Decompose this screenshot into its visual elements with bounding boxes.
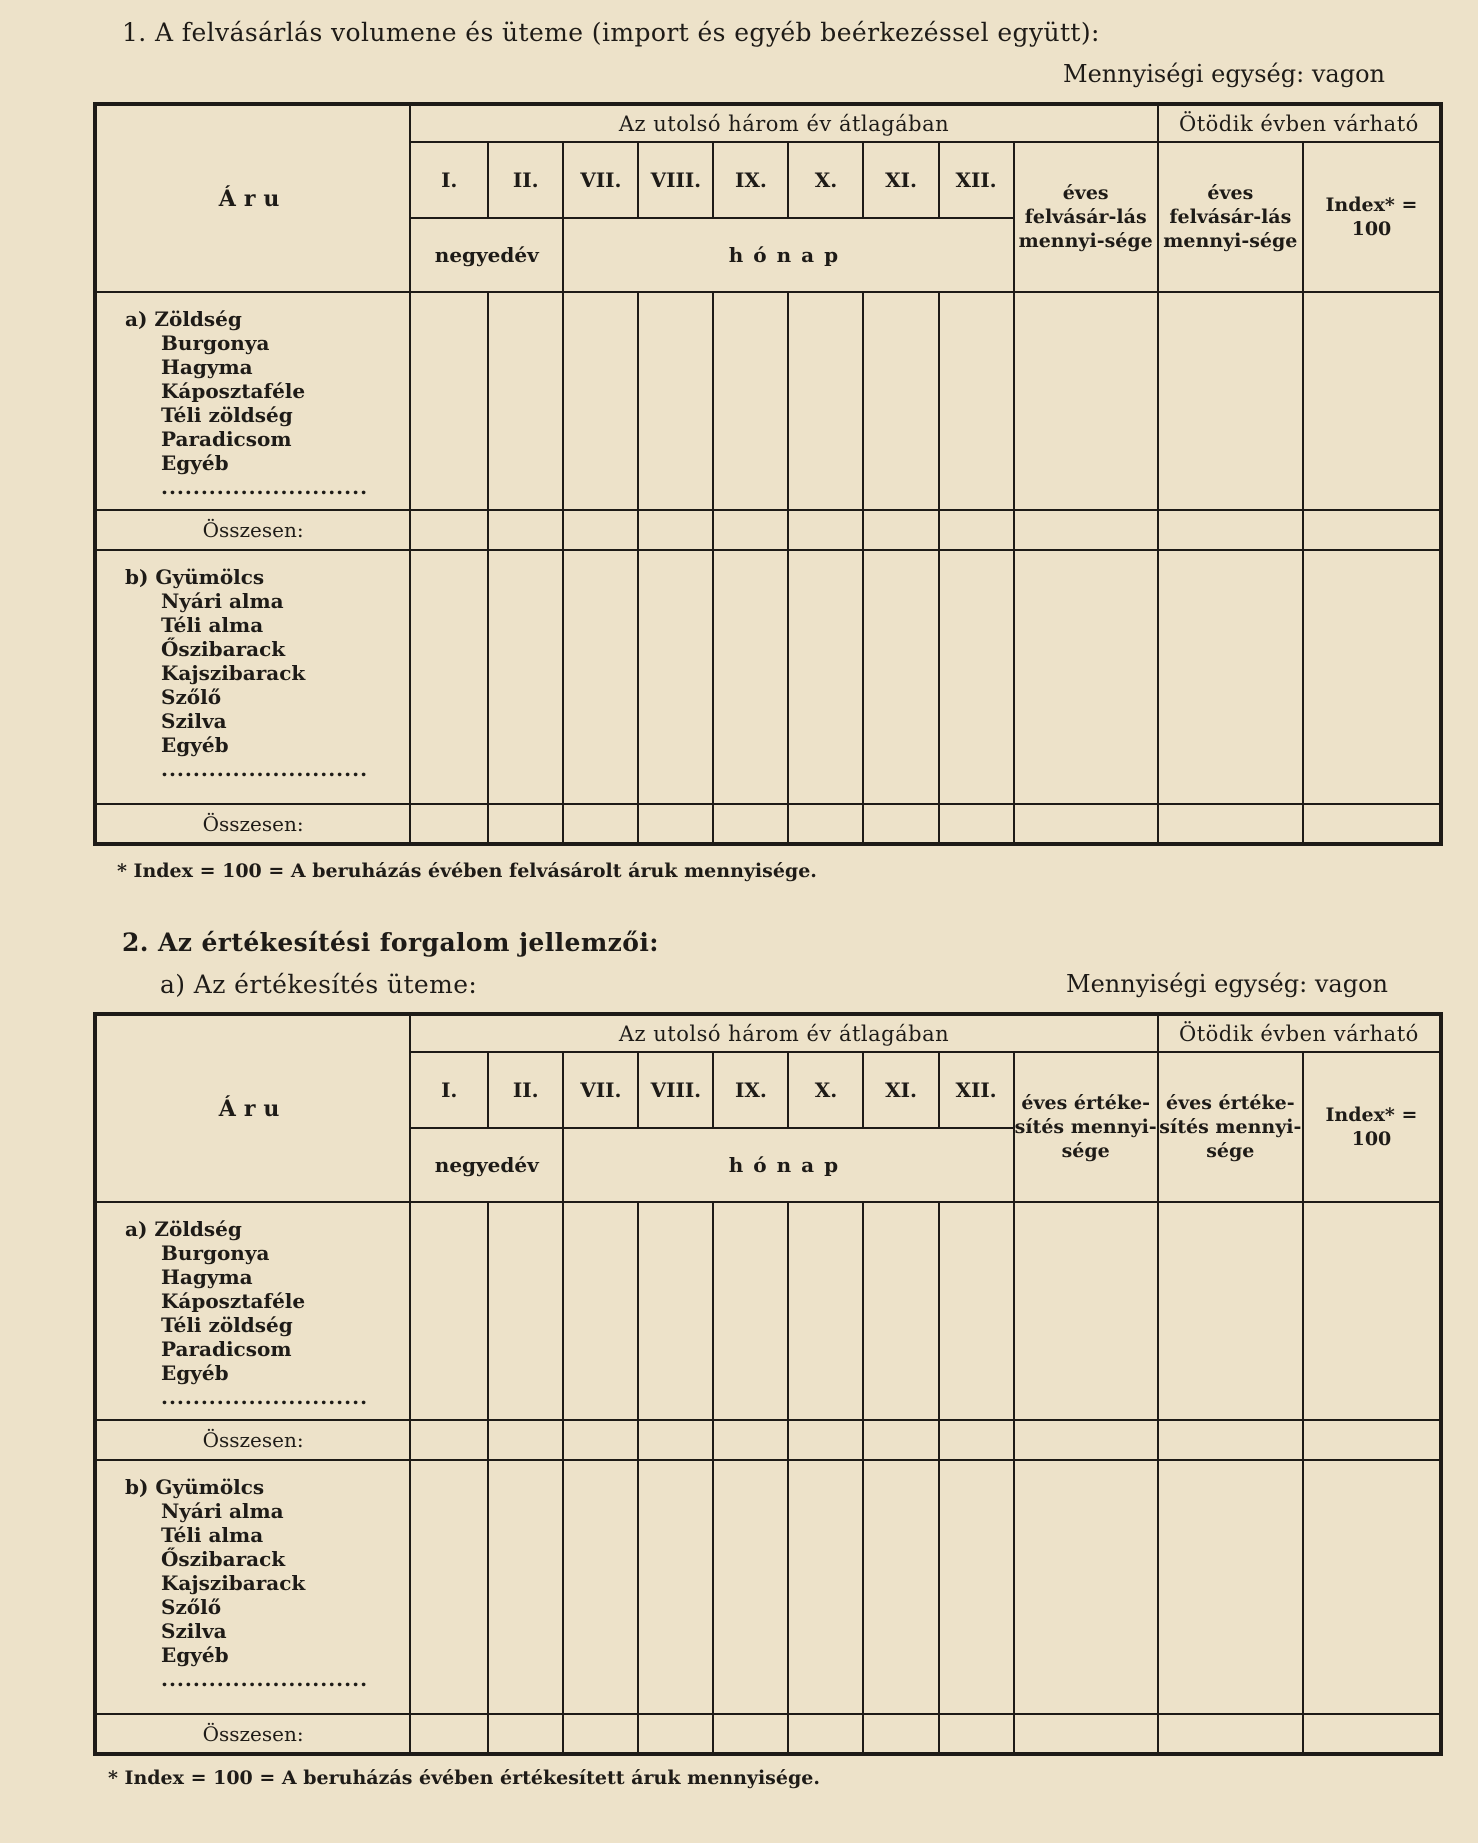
- blank-cell: [410, 510, 488, 550]
- blank-cell: [713, 804, 788, 844]
- total-label: Összesen:: [95, 804, 410, 844]
- blank-cell: [788, 292, 863, 510]
- blank-cell: [713, 1202, 788, 1420]
- blank-cell: [638, 550, 713, 804]
- goods-item: Hagyma: [161, 355, 253, 379]
- blank-cell: [1303, 1202, 1441, 1420]
- goods-item: Káposztaféle: [161, 379, 306, 403]
- blank-line: ..........................: [161, 475, 369, 499]
- blank-cell: [1014, 1714, 1158, 1754]
- blank-cell: [563, 1202, 638, 1420]
- period-header: VIII.: [638, 1052, 713, 1128]
- blank-cell: [1158, 1460, 1303, 1714]
- blank-cell: [488, 550, 563, 804]
- blank-cell: [1303, 804, 1441, 844]
- annual-header: éves értéke-sítés mennyi-sége: [1014, 1052, 1158, 1202]
- avg-header: Az utolsó három év átlagában: [410, 1014, 1158, 1052]
- blank-cell: [863, 1420, 938, 1460]
- period-header: II.: [488, 142, 563, 218]
- blank-cell: [788, 550, 863, 804]
- section2-footnote: * Index = 100 = A beruházás évében értékesített áruk mennyisége.: [108, 1767, 820, 1789]
- blank-cell: [638, 1714, 713, 1754]
- quarter-label: negyedév: [410, 218, 563, 292]
- blank-cell: [1303, 550, 1441, 804]
- blank-cell: [939, 1420, 1014, 1460]
- period-header: XI.: [863, 142, 938, 218]
- goods-group-group_b: [95, 550, 410, 804]
- goods-item: Téli zöldség: [161, 403, 293, 427]
- blank-cell: [939, 1202, 1014, 1420]
- blank-cell: [939, 1460, 1014, 1714]
- blank-line: ..........................: [161, 757, 369, 781]
- blank-cell: [1014, 292, 1158, 510]
- blank-cell: [563, 1420, 638, 1460]
- blank-cell: [863, 1460, 938, 1714]
- fifth-year-header: Ötödik évben várható: [1158, 104, 1441, 142]
- blank-cell: [1014, 1460, 1158, 1714]
- goods-item: Téli zöldség: [161, 1313, 293, 1337]
- goods-item: Szilva: [161, 1619, 227, 1643]
- blank-cell: [713, 1460, 788, 1714]
- goods-item: Szilva: [161, 709, 227, 733]
- blank-cell: [488, 1460, 563, 1714]
- blank-cell: [1014, 550, 1158, 804]
- blank-cell: [488, 292, 563, 510]
- blank-cell: [1158, 1202, 1303, 1420]
- blank-cell: [939, 1714, 1014, 1754]
- group-title: a) Zöldség: [125, 307, 242, 331]
- blank-cell: [1014, 804, 1158, 844]
- blank-cell: [563, 1460, 638, 1714]
- period-header: II.: [488, 1052, 563, 1128]
- index-header: Index* = 100: [1303, 142, 1441, 292]
- table-sales: [93, 1012, 1443, 1756]
- blank-cell: [488, 804, 563, 844]
- blank-cell: [563, 510, 638, 550]
- blank-cell: [1303, 1420, 1441, 1460]
- fifth-annual-header: éves értéke-sítés mennyi-sége: [1158, 1052, 1303, 1202]
- blank-cell: [1158, 804, 1303, 844]
- period-header: XII.: [939, 142, 1014, 218]
- blank-cell: [863, 1714, 938, 1754]
- blank-cell: [1303, 1460, 1441, 1714]
- blank-cell: [410, 1420, 488, 1460]
- section1-footnote: * Index = 100 = A beruházás évében felvásárolt áruk mennyisége.: [117, 860, 817, 882]
- blank-cell: [863, 550, 938, 804]
- goods-item: Paradicsom: [161, 1337, 292, 1361]
- blank-cell: [939, 804, 1014, 844]
- goods-item: Burgonya: [161, 331, 270, 355]
- blank-cell: [1303, 510, 1441, 550]
- blank-cell: [788, 510, 863, 550]
- blank-cell: [788, 1714, 863, 1754]
- blank-line: ..........................: [161, 1385, 369, 1409]
- blank-cell: [788, 1460, 863, 1714]
- goods-item: Burgonya: [161, 1241, 270, 1265]
- blank-cell: [1158, 510, 1303, 550]
- goods-group-group_a: [95, 1202, 410, 1420]
- blank-cell: [488, 510, 563, 550]
- blank-cell: [410, 550, 488, 804]
- blank-cell: [713, 550, 788, 804]
- blank-cell: [563, 550, 638, 804]
- period-header: X.: [788, 142, 863, 218]
- table-purchase: [93, 102, 1443, 846]
- blank-cell: [863, 1202, 938, 1420]
- goods-item: Szőlő: [161, 1595, 222, 1619]
- blank-cell: [863, 292, 938, 510]
- goods-item: Nyári alma: [161, 589, 284, 613]
- blank-cell: [410, 1460, 488, 1714]
- section2-subheading: a) Az értékesítés üteme:: [160, 970, 478, 999]
- blank-cell: [638, 1202, 713, 1420]
- blank-cell: [863, 804, 938, 844]
- group-title: a) Zöldség: [125, 1217, 242, 1241]
- total-label: Összesen:: [95, 1420, 410, 1460]
- period-header: IX.: [713, 142, 788, 218]
- period-header: I.: [410, 1052, 488, 1128]
- goods-item: Téli alma: [161, 1523, 264, 1547]
- blank-line: ..........................: [161, 1667, 369, 1691]
- blank-cell: [939, 510, 1014, 550]
- fifth-annual-header: éves felvásár-lás mennyi-sége: [1158, 142, 1303, 292]
- blank-cell: [713, 1714, 788, 1754]
- blank-cell: [638, 510, 713, 550]
- blank-cell: [1158, 1420, 1303, 1460]
- goods-item: Kajszibarack: [161, 1571, 306, 1595]
- goods-item: Őszibarack: [161, 637, 286, 661]
- blank-cell: [939, 550, 1014, 804]
- period-header: IX.: [713, 1052, 788, 1128]
- blank-cell: [788, 804, 863, 844]
- blank-cell: [563, 804, 638, 844]
- goods-item: Egyéb: [161, 451, 229, 475]
- fifth-year-header: Ötödik évben várható: [1158, 1014, 1441, 1052]
- blank-cell: [488, 1714, 563, 1754]
- blank-cell: [713, 1420, 788, 1460]
- blank-cell: [638, 1460, 713, 1714]
- goods-item: Hagyma: [161, 1265, 253, 1289]
- goods-item: Egyéb: [161, 1643, 229, 1667]
- aru-header: Áru: [95, 1014, 410, 1202]
- goods-item: Egyéb: [161, 733, 229, 757]
- blank-cell: [488, 1202, 563, 1420]
- blank-cell: [638, 804, 713, 844]
- blank-cell: [1303, 292, 1441, 510]
- period-header: X.: [788, 1052, 863, 1128]
- goods-item: Téli alma: [161, 613, 264, 637]
- section1-heading: 1. A felvásárlás volumene és üteme (import és egyéb beérkezéssel együtt):: [122, 18, 1100, 47]
- blank-cell: [488, 1420, 563, 1460]
- blank-cell: [1158, 292, 1303, 510]
- blank-cell: [638, 1420, 713, 1460]
- section2-heading: 2. Az értékesítési forgalom jellemzői:: [122, 928, 659, 957]
- section2-unit: Mennyiségi egység: vagon: [1066, 970, 1388, 998]
- blank-cell: [410, 804, 488, 844]
- period-header: XI.: [863, 1052, 938, 1128]
- goods-item: Nyári alma: [161, 1499, 284, 1523]
- blank-cell: [939, 292, 1014, 510]
- blank-cell: [713, 510, 788, 550]
- index-header: Index* = 100: [1303, 1052, 1441, 1202]
- quarter-label: negyedév: [410, 1128, 563, 1202]
- group-title: b) Gyümölcs: [125, 1475, 265, 1499]
- section1-unit: Mennyiségi egység: vagon: [1063, 60, 1385, 88]
- goods-item: Egyéb: [161, 1361, 229, 1385]
- group-title: b) Gyümölcs: [125, 565, 265, 589]
- blank-cell: [410, 1714, 488, 1754]
- blank-cell: [410, 1202, 488, 1420]
- goods-item: Káposztaféle: [161, 1289, 306, 1313]
- annual-header: éves felvásár-lás mennyi-sége: [1014, 142, 1158, 292]
- period-header: VIII.: [638, 142, 713, 218]
- goods-item: Őszibarack: [161, 1547, 286, 1571]
- goods-item: Kajszibarack: [161, 661, 306, 685]
- blank-cell: [563, 292, 638, 510]
- month-label: hónap: [563, 1128, 1013, 1202]
- blank-cell: [410, 292, 488, 510]
- blank-cell: [638, 292, 713, 510]
- period-header: VII.: [563, 1052, 638, 1128]
- period-header: XII.: [939, 1052, 1014, 1128]
- blank-cell: [1303, 1714, 1441, 1754]
- period-header: VII.: [563, 142, 638, 218]
- total-label: Összesen:: [95, 1714, 410, 1754]
- goods-item: Szőlő: [161, 685, 222, 709]
- period-header: I.: [410, 142, 488, 218]
- blank-cell: [1158, 550, 1303, 804]
- blank-cell: [788, 1202, 863, 1420]
- goods-group-group_a: [95, 292, 410, 510]
- goods-group-group_b: [95, 1460, 410, 1714]
- blank-cell: [1014, 1420, 1158, 1460]
- total-label: Összesen:: [95, 510, 410, 550]
- blank-cell: [713, 292, 788, 510]
- blank-cell: [1158, 1714, 1303, 1754]
- blank-cell: [563, 1714, 638, 1754]
- goods-item: Paradicsom: [161, 427, 292, 451]
- aru-header: Áru: [95, 104, 410, 292]
- blank-cell: [1014, 510, 1158, 550]
- blank-cell: [1014, 1202, 1158, 1420]
- avg-header: Az utolsó három év átlagában: [410, 104, 1158, 142]
- blank-cell: [863, 510, 938, 550]
- blank-cell: [788, 1420, 863, 1460]
- month-label: hónap: [563, 218, 1013, 292]
